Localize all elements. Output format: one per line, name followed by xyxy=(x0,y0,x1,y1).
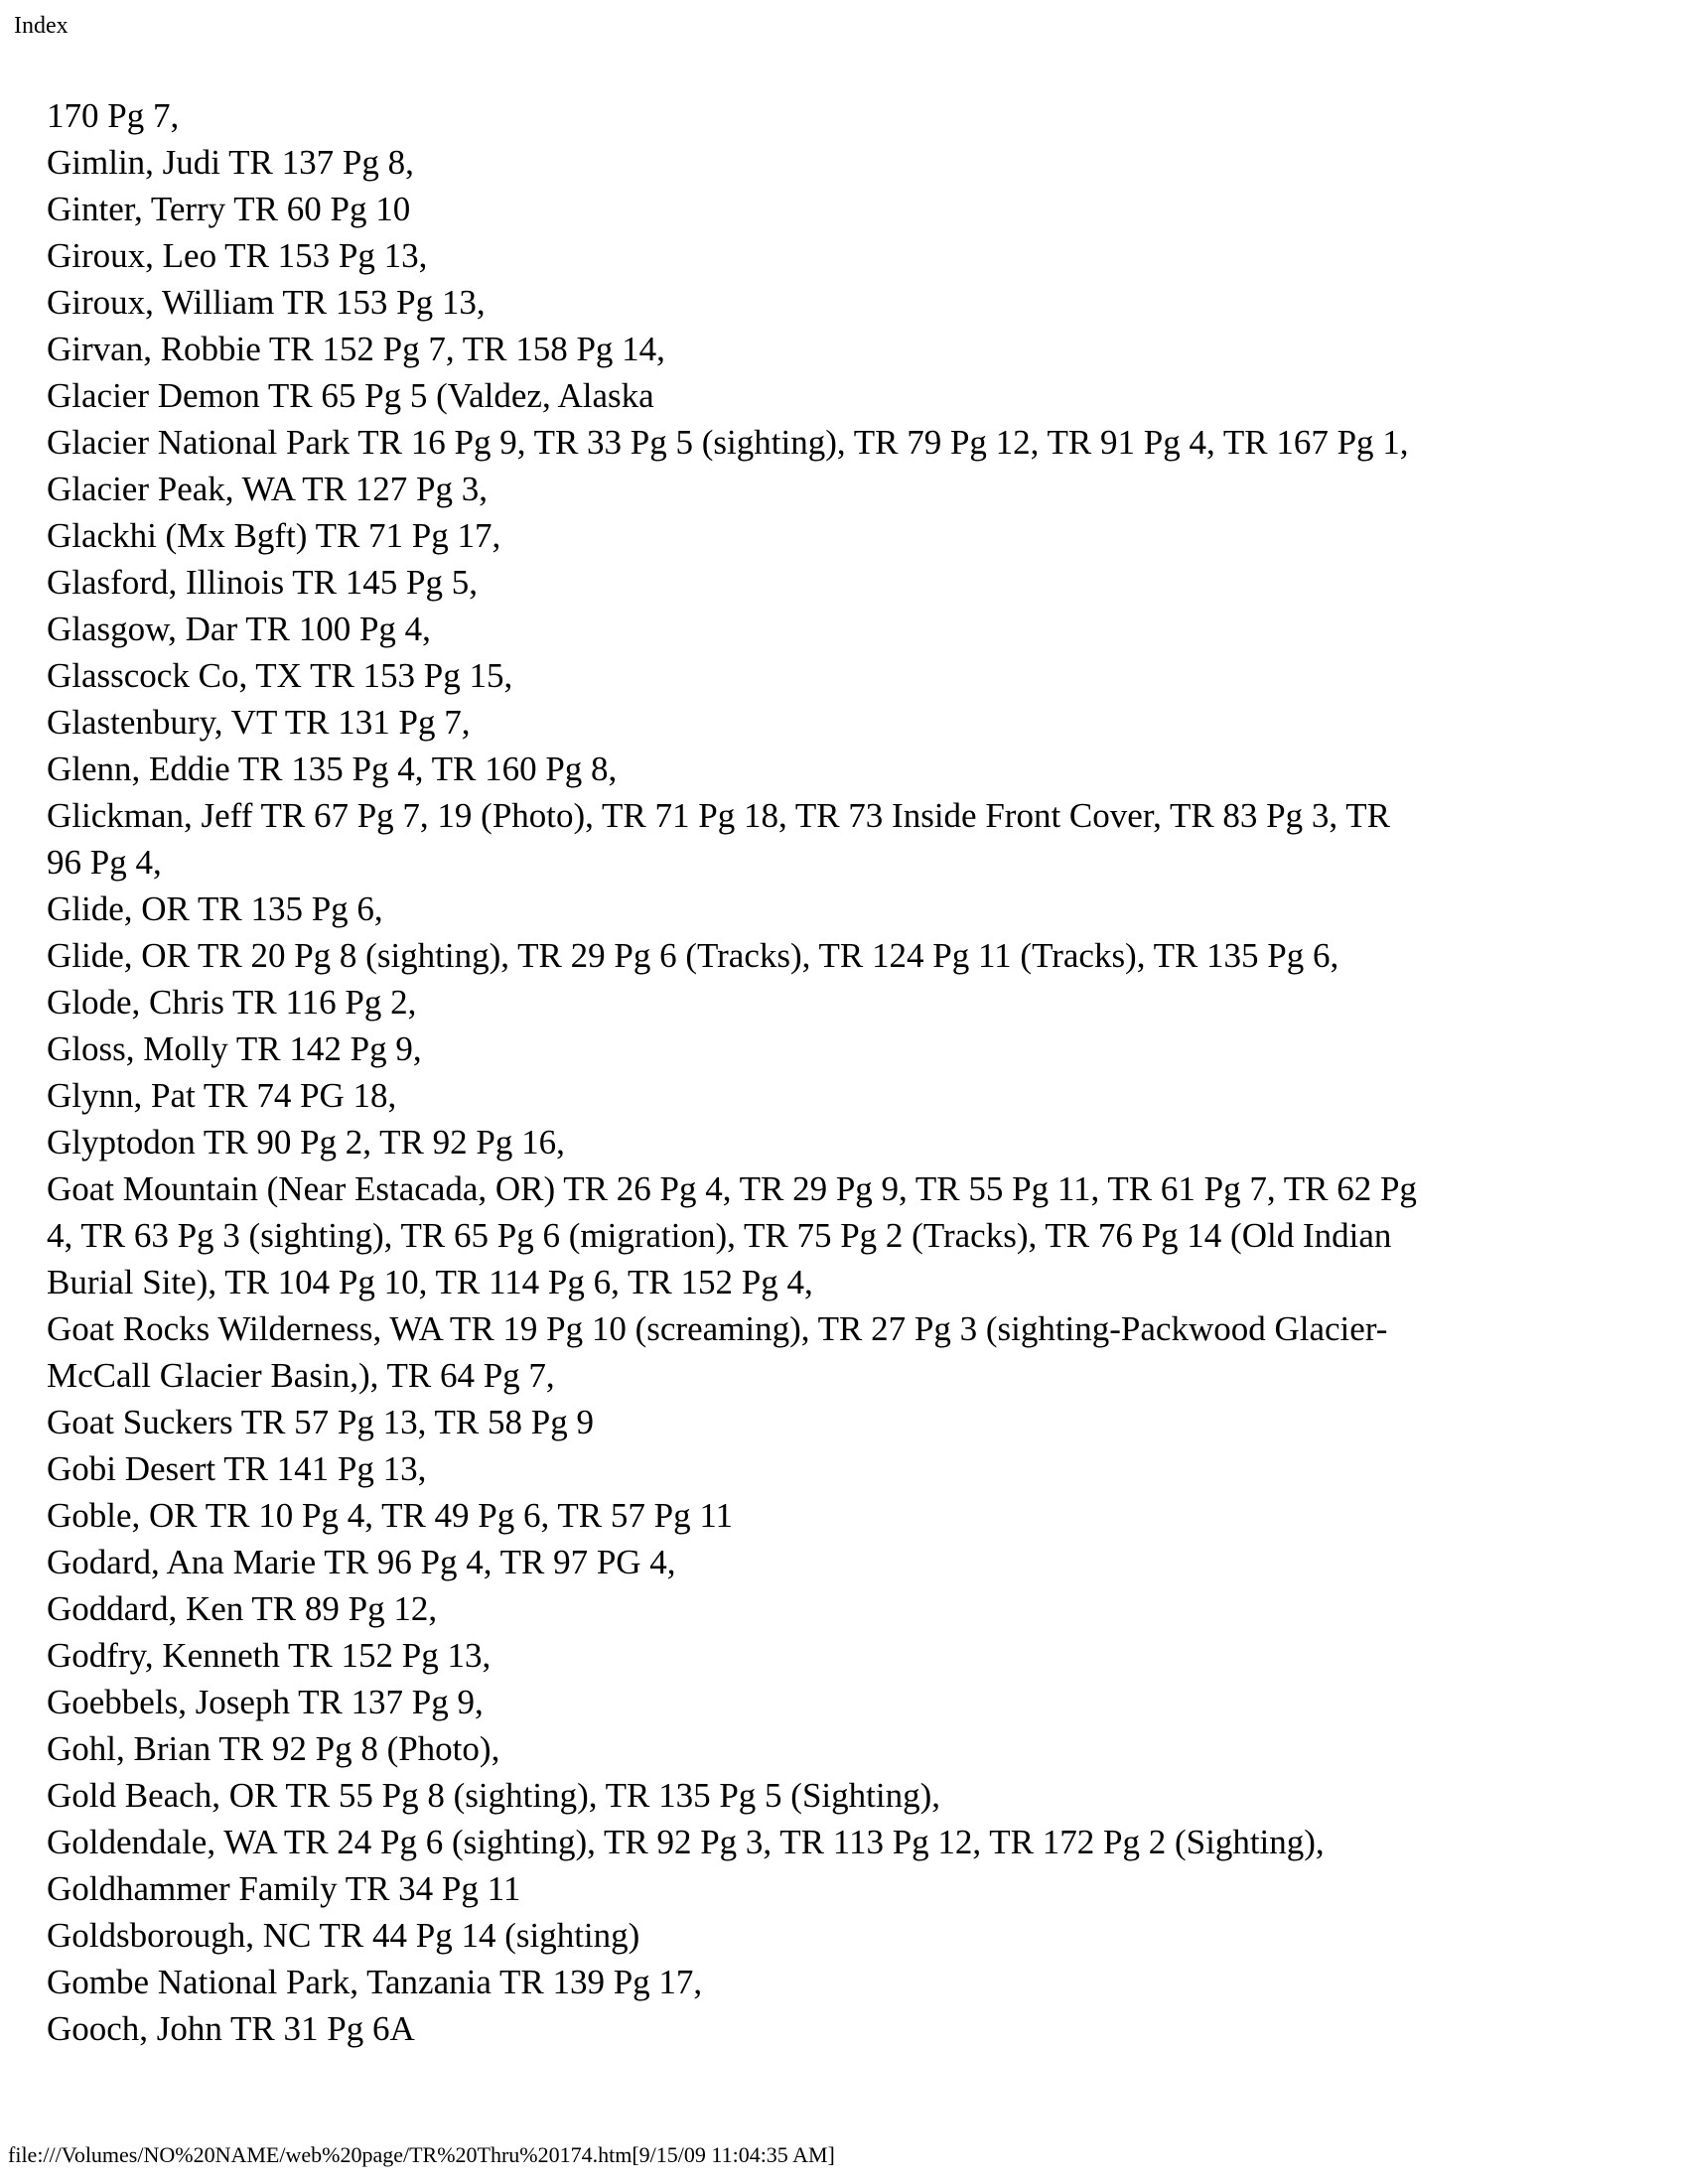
index-line: Godfry, Kenneth TR 152 Pg 13, xyxy=(47,1636,492,1675)
index-line: Glynn, Pat TR 74 PG 18, xyxy=(47,1076,397,1115)
index-line: Goldsborough, NC TR 44 Pg 14 (sighting) xyxy=(47,1916,640,1955)
index-line: Giroux, Leo TR 153 Pg 13, xyxy=(47,236,428,275)
index-line: Glasford, Illinois TR 145 Pg 5, xyxy=(47,563,478,602)
index-line: Glyptodon TR 90 Pg 2, TR 92 Pg 16, xyxy=(47,1123,565,1161)
index-line: Gold Beach, OR TR 55 Pg 8 (sighting), TR 135 Pg 5 (Sighting), xyxy=(47,1776,940,1815)
index-line: McCall Glacier Basin,), TR 64 Pg 7, xyxy=(47,1356,555,1395)
index-list xyxy=(47,92,1660,2052)
index-line: Gimlin, Judi TR 137 Pg 8, xyxy=(47,143,414,182)
index-line: Gloss, Molly TR 142 Pg 9, xyxy=(47,1029,422,1068)
index-line: Glasgow, Dar TR 100 Pg 4, xyxy=(47,610,431,648)
index-line: Godard, Ana Marie TR 96 Pg 4, TR 97 PG 4, xyxy=(47,1543,676,1581)
index-line: Goldhammer Family TR 34 Pg 11 xyxy=(47,1869,521,1908)
index-line: Goebbels, Joseph TR 137 Pg 9, xyxy=(47,1683,484,1721)
index-line: Giroux, William TR 153 Pg 13, xyxy=(47,283,486,322)
index-line: Goat Mountain (Near Estacada, OR) TR 26 Pg 4, TR 29 Pg 9, TR 55 Pg 11, TR 61 Pg 7, TR 62 Pg xyxy=(47,1169,1417,1208)
index-line: Glacier Demon TR 65 Pg 5 (Valdez, Alaska xyxy=(47,376,654,415)
index-line: Glackhi (Mx Bgft) TR 71 Pg 17, xyxy=(47,516,501,555)
index-line: Ginter, Terry TR 60 Pg 10 xyxy=(47,190,411,228)
index-line: Glenn, Eddie TR 135 Pg 4, TR 160 Pg 8, xyxy=(47,750,618,788)
index-line: Goddard, Ken TR 89 Pg 12, xyxy=(47,1589,438,1628)
index-line: Goble, OR TR 10 Pg 4, TR 49 Pg 6, TR 57 Pg 11 xyxy=(47,1496,734,1535)
index-line: Goat Suckers TR 57 Pg 13, TR 58 Pg 9 xyxy=(47,1403,594,1441)
index-line: Burial Site), TR 104 Pg 10, TR 114 Pg 6, TR 152 Pg 4, xyxy=(47,1263,813,1301)
index-line: 96 Pg 4, xyxy=(47,843,162,882)
index-line: Gombe National Park, Tanzania TR 139 Pg 17, xyxy=(47,1963,703,2001)
index-line: Glickman, Jeff TR 67 Pg 7, 19 (Photo), TR 71 Pg 18, TR 73 Inside Front Cover, TR 83 Pg 3, TR xyxy=(47,796,1390,835)
index-line: Glacier Peak, WA TR 127 Pg 3, xyxy=(47,470,488,508)
index-line: Glastenbury, VT TR 131 Pg 7, xyxy=(47,703,471,742)
index-line: Glasscock Co, TX TR 153 Pg 15, xyxy=(47,656,513,695)
index-line: Glide, OR TR 135 Pg 6, xyxy=(47,889,383,928)
index-line: Gobi Desert TR 141 Pg 13, xyxy=(47,1449,427,1488)
index-line: Goat Rocks Wilderness, WA TR 19 Pg 10 (screaming), TR 27 Pg 3 (sighting-Packwood Glacier- xyxy=(47,1309,1388,1348)
index-line: Glacier National Park TR 16 Pg 9, TR 33 Pg 5 (sighting), TR 79 Pg 12, TR 91 Pg 4, TR 167 Pg 1, xyxy=(47,423,1409,462)
page-title: Index xyxy=(14,13,69,39)
index-line: Glode, Chris TR 116 Pg 2, xyxy=(47,983,417,1022)
index-line: Gooch, John TR 31 Pg 6A xyxy=(47,2009,415,2048)
index-line: Girvan, Robbie TR 152 Pg 7, TR 158 Pg 14, xyxy=(47,330,665,368)
index-line: Goldendale, WA TR 24 Pg 6 (sighting), TR 92 Pg 3, TR 113 Pg 12, TR 172 Pg 2 (Sighting), xyxy=(47,1823,1325,1861)
index-line: Glide, OR TR 20 Pg 8 (sighting), TR 29 Pg 6 (Tracks), TR 124 Pg 11 (Tracks), TR 135 Pg 6, xyxy=(47,936,1339,975)
index-line: Gohl, Brian TR 92 Pg 8 (Photo), xyxy=(47,1729,500,1768)
file-path-footer: file:///Volumes/NO%20NAME/web%20page/TR%20Thru%20174.htm[9/15/09 11:04:35 AM] xyxy=(8,2142,835,2167)
index-line: 4, TR 63 Pg 3 (sighting), TR 65 Pg 6 (migration), TR 75 Pg 2 (Tracks), TR 76 Pg 14 (Old Indian xyxy=(47,1216,1392,1255)
index-line: 170 Pg 7, xyxy=(47,96,180,135)
